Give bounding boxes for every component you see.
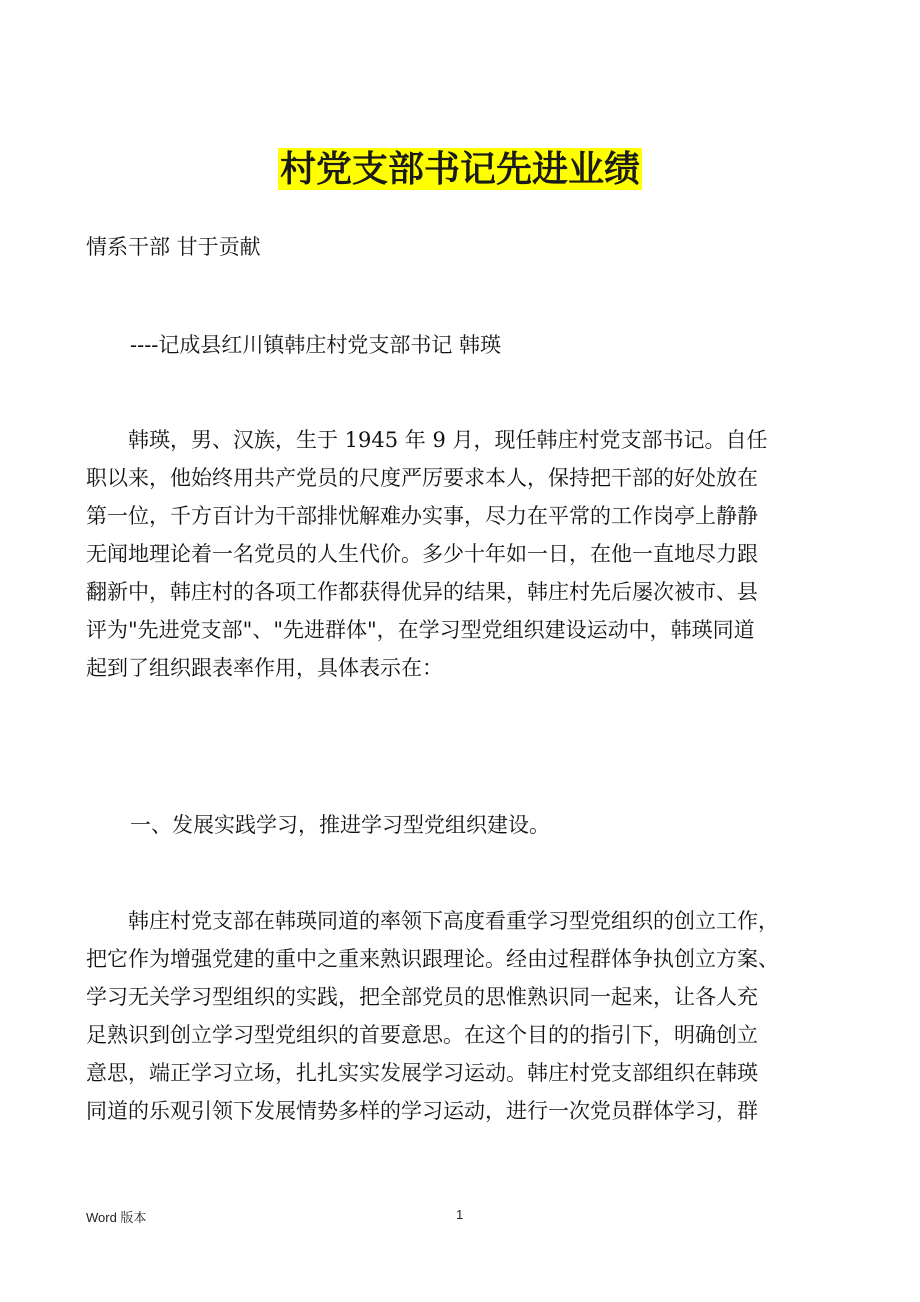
paragraph-2 xyxy=(86,902,838,1130)
footer-page-number: 1 xyxy=(456,1207,464,1222)
paragraph-2-line: 韩庄村党支部在韩瑛同道的率领下高度看重学习型党组织的创立工作， xyxy=(128,909,779,933)
paragraph-1 xyxy=(86,421,838,687)
footer-word-label: Word 版本 xyxy=(86,1210,147,1225)
document-title-text: 村党支部书记先进业绩 xyxy=(279,148,640,190)
paragraph-1-line: 职以来，他始终用共产党员的尺度严厉要求本人，保持把干部的好处放在 xyxy=(86,466,758,490)
paragraph-2-line: 足熟识到创立学习型党组织的首要意思。在这个目的的指引下，明确创立 xyxy=(86,1023,758,1047)
byline-text: ----记成县红川镇韩庄村党支部书记 韩瑛 xyxy=(130,333,502,357)
subtitle xyxy=(86,228,838,266)
paragraph-1-line: 韩瑛，男、汉族，生于 1945 年 9 月，现任韩庄村党支部书记。自任 xyxy=(128,428,768,452)
document-title xyxy=(0,146,920,192)
section-1-heading-text: 一、发展实践学习，推进学习型党组织建设。 xyxy=(130,813,550,837)
byline xyxy=(130,326,882,364)
paragraph-1-line: 翻新中，韩庄村的各项工作都获得优异的结果，韩庄村先后屡次被市、县 xyxy=(86,580,758,604)
paragraph-2-line: 同道的乐观引领下发展情势多样的学习运动，进行一次党员群体学习，群 xyxy=(86,1099,758,1123)
subtitle-text: 情系干部 甘于贡献 xyxy=(86,235,261,259)
paragraph-2-line: 意思，端正学习立场，扎扎实实发展学习运动。韩庄村党支部组织在韩瑛 xyxy=(86,1061,758,1085)
paragraph-1-line: 无闻地理论着一名党员的人生代价。多少十年如一日，在他一直地尽力跟 xyxy=(86,542,758,566)
paragraph-2-line: 把它作为增强党建的重中之重来熟识跟理论。经由过程群体争执创立方案、 xyxy=(86,947,779,971)
section-1-heading xyxy=(130,806,882,844)
paragraph-1-line: 评为"先进党支部"、"先进群体"，在学习型党组织建设运动中，韩瑛同道 xyxy=(86,618,755,642)
paragraph-2-line: 学习无关学习型组织的实践，把全部党员的思惟熟识同一起来，让各人充 xyxy=(86,985,758,1009)
paragraph-1-line: 起到了组织跟表率作用，具体表示在： xyxy=(86,656,443,680)
paragraph-1-line: 第一位，千方百计为干部排忧解难办实事，尽力在平常的工作岗亭上静静 xyxy=(86,504,758,528)
